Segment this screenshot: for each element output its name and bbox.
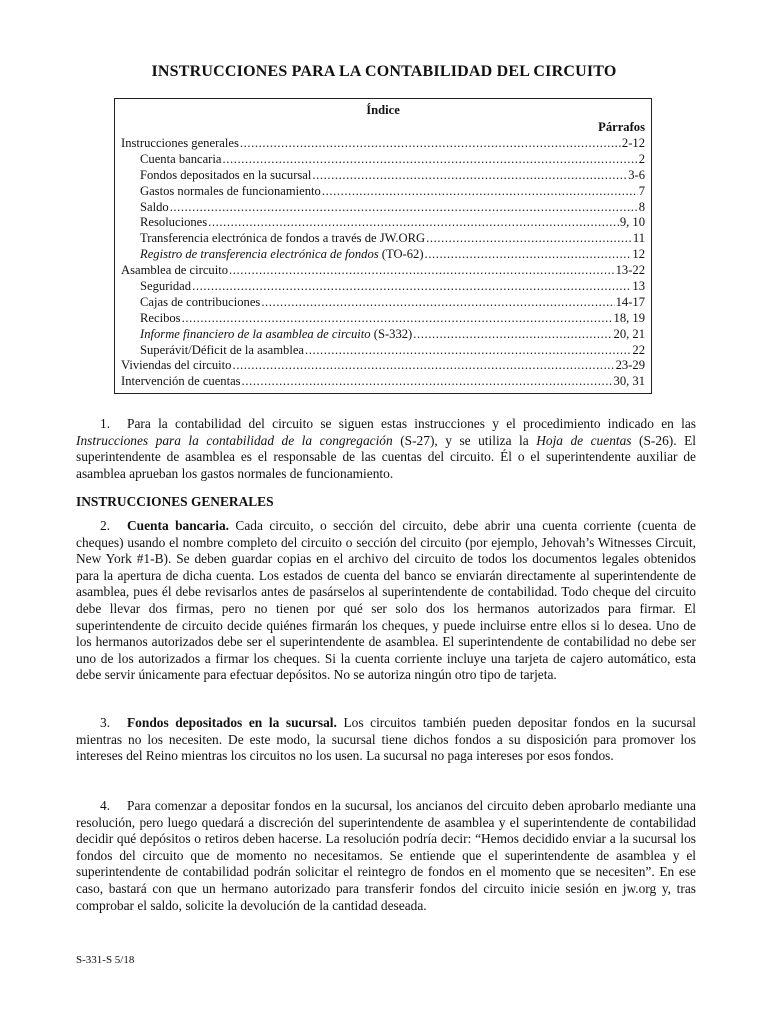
index-row-label xyxy=(140,327,412,343)
index-row-label: Recibos xyxy=(140,310,181,325)
paragraph-number: 2. xyxy=(100,518,111,533)
form-code-footer: S-331-S 5/18 xyxy=(76,954,135,966)
paragraph-lead: Cuenta bancaria. xyxy=(127,518,230,533)
index-row-leader xyxy=(426,231,632,247)
paragraph-number: 1. xyxy=(100,416,111,431)
index-row xyxy=(121,215,645,231)
index-row-pages: 12 xyxy=(632,247,645,262)
paragraph-text: (S-26). El superintendente de asamblea es el responsable de las cuentas del circuito. Él o el superintendente auxiliar de asamblea aprueban los gastos normales de funcionamiento. xyxy=(76,432,696,481)
index-row-label-italic: Registro de transferencia electrónica de fondos xyxy=(140,247,379,262)
document-title: INSTRUCCIONES PARA LA CONTABILIDAD DEL CIRCUITO xyxy=(151,63,617,80)
index-heading: Índice xyxy=(366,103,400,117)
index-row-leader xyxy=(229,263,615,279)
index-paragraphs-label: Párrafos xyxy=(598,120,645,134)
paragraph-1 xyxy=(76,416,696,482)
index-row xyxy=(121,168,645,184)
index-row-leader xyxy=(182,311,613,327)
index-row xyxy=(121,247,645,263)
index-row xyxy=(121,295,645,311)
index-row-pages: 23-29 xyxy=(615,358,645,373)
index-row-pages: 2 xyxy=(638,151,645,166)
index-row-pages: 13-22 xyxy=(615,263,645,278)
index-row-leader xyxy=(170,200,638,216)
index-row-leader xyxy=(240,136,621,152)
index-row-pages: 11 xyxy=(632,231,645,246)
paragraph-text: Cada circuito, o sección del circuito, debe abrir una cuenta corriente (cuenta de cheques) usando el nombre completo del circuito o sección del circuito (por ejemplo, Jehovah’s Witnesses Circuit, New York #1-B). Se deben guardar copias en el archivo del circuito de todos los documentos legales obtenidos para la apertura de dicha cuenta. Los estados de cuenta del banco se enviarán directamente al superintendente de asamblea, pues él debe revisarlos antes de pasárselos al superintendente de contabilidad. Todo cheque del circuito debe llevar dos firmas, pero no tienen por qué ser solo dos los hermanos autorizados para firmar. El superintendente de circuito decide quiénes firmarán los cheques, y puede incluirse entre ellos si lo desea. Uno de los hermanos autorizados debe ser el superintendente de asamblea. El superintendente de contabilidad no debe ser uno de los autorizados a firmar los cheques. Si la cuenta corriente incluye una tarjeta de cajero automático, esta debe servir únicamente para efectuar depósitos. No se autoriza ningún otro tipo de tarjeta. xyxy=(76,518,696,683)
index-row-pages: 14-17 xyxy=(615,294,645,309)
index-rows xyxy=(121,136,645,390)
index-row-label: Seguridad xyxy=(140,279,192,294)
index-row-label-suffix: (TO-62) xyxy=(378,247,424,262)
paragraph-text: (S-27), y se utiliza la xyxy=(392,432,537,448)
index-row xyxy=(121,136,645,152)
index-row-leader xyxy=(305,343,631,359)
paragraph-4 xyxy=(76,798,696,914)
paragraph-number: 4. xyxy=(100,798,111,813)
index-row-leader xyxy=(322,184,638,200)
index-row xyxy=(121,152,645,168)
index-row-pages: 7 xyxy=(638,183,645,198)
index-row-leader xyxy=(222,152,637,168)
index-row-label: Resoluciones xyxy=(140,215,208,230)
index-row xyxy=(121,184,645,200)
index-row-leader xyxy=(242,374,613,390)
paragraph-number: 3. xyxy=(100,715,111,730)
index-row-pages: 22 xyxy=(632,342,645,357)
index-row xyxy=(121,279,645,295)
index-row-label: Saldo xyxy=(140,199,169,214)
index-row-pages: 2-12 xyxy=(621,136,645,150)
index-row xyxy=(121,311,645,327)
index-row xyxy=(121,358,645,374)
index-row-label-suffix: (S-332) xyxy=(370,326,413,341)
index-row xyxy=(121,343,645,359)
paragraph-3 xyxy=(76,715,696,765)
index-row-leader xyxy=(208,215,619,231)
index-row-leader xyxy=(312,168,627,184)
index-row-label: Fondos depositados en la sucursal xyxy=(140,167,312,182)
index-row-label: Instrucciones generales xyxy=(121,136,239,150)
index-row-label: Viviendas del circuito xyxy=(121,358,232,373)
index-row-pages: 30, 31 xyxy=(613,374,645,389)
paragraph-text-italic: Instrucciones para la contabilidad de la congregación xyxy=(76,432,393,448)
index-box xyxy=(114,98,652,394)
paragraph-text: Para la contabilidad del circuito se siguen estas instrucciones y el procedimiento indicado en las xyxy=(127,416,696,431)
index-row-label: Asamblea de circuito xyxy=(121,263,229,278)
index-row-leader xyxy=(192,279,631,295)
index-row xyxy=(121,327,645,343)
index-row-label: Cajas de contribuciones xyxy=(140,294,261,309)
paragraph-text-italic: Hoja de cuentas xyxy=(536,432,632,448)
section-heading-general: INSTRUCCIONES GENERALES xyxy=(76,494,274,509)
index-row-pages: 9, 10 xyxy=(619,215,645,230)
index-row xyxy=(121,231,645,247)
index-row-label: Transferencia electrónica de fondos a través de JW.ORG xyxy=(140,231,426,246)
index-row-label: Cuenta bancaria xyxy=(140,151,222,166)
index-row-label: Superávit/Déficit de la asamblea xyxy=(140,342,305,357)
index-row-label: Gastos normales de funcionamiento xyxy=(140,183,321,198)
paragraph-2 xyxy=(76,518,696,684)
index-row-leader xyxy=(261,295,614,311)
index-row-leader xyxy=(232,358,614,374)
index-row-label: Intervención de cuentas xyxy=(121,374,241,389)
paragraph-text: Los circuitos también pueden depositar fondos en la sucursal mientras no los necesiten. De este modo, la sucursal tiene dichos fondos a su disposición para promover los intereses del Reino mientras los circuitos no los usen. La sucursal no paga intereses por esos fondos. xyxy=(76,715,697,764)
index-row-pages: 18, 19 xyxy=(613,310,645,325)
paragraph-lead: Fondos depositados en la sucursal. xyxy=(127,715,337,730)
index-row-pages: 3-6 xyxy=(628,167,645,182)
index-row xyxy=(121,374,645,390)
index-row-label-italic: Informe financiero de la asamblea de circuito xyxy=(140,326,371,341)
index-row xyxy=(121,263,645,279)
paragraph-text: Para comenzar a depositar fondos en la sucursal, los ancianos del circuito deben aprobarlo mediante una resolución, pero luego quedará a discreción del superintendente de asamblea y el superintendente de contabilidad decidir qué depósitos o retiros deben hacerse. La resolución podría decir: “Hemos decidido enviar a la sucursal los fondos del circuito que de momento no necesitamos. Se entiende que el superintendente de asamblea y el superintendente de contabilidad podrán solicitar el reintegro de fondos en el momento que se necesiten”. En ese caso, bastará con que un hermano autorizado para transferir fondos del circuito inicie sesión en jw.org y, tras comprobar el saldo, solicite la devolución de la cantidad deseada. xyxy=(76,798,696,913)
index-row-pages: 8 xyxy=(638,199,645,214)
index-row-leader xyxy=(425,247,632,263)
index-row xyxy=(121,200,645,216)
index-row-label xyxy=(140,247,424,263)
index-row-pages: 13 xyxy=(632,279,645,294)
index-row-leader xyxy=(413,327,612,343)
index-row-pages: 20, 21 xyxy=(613,326,645,341)
